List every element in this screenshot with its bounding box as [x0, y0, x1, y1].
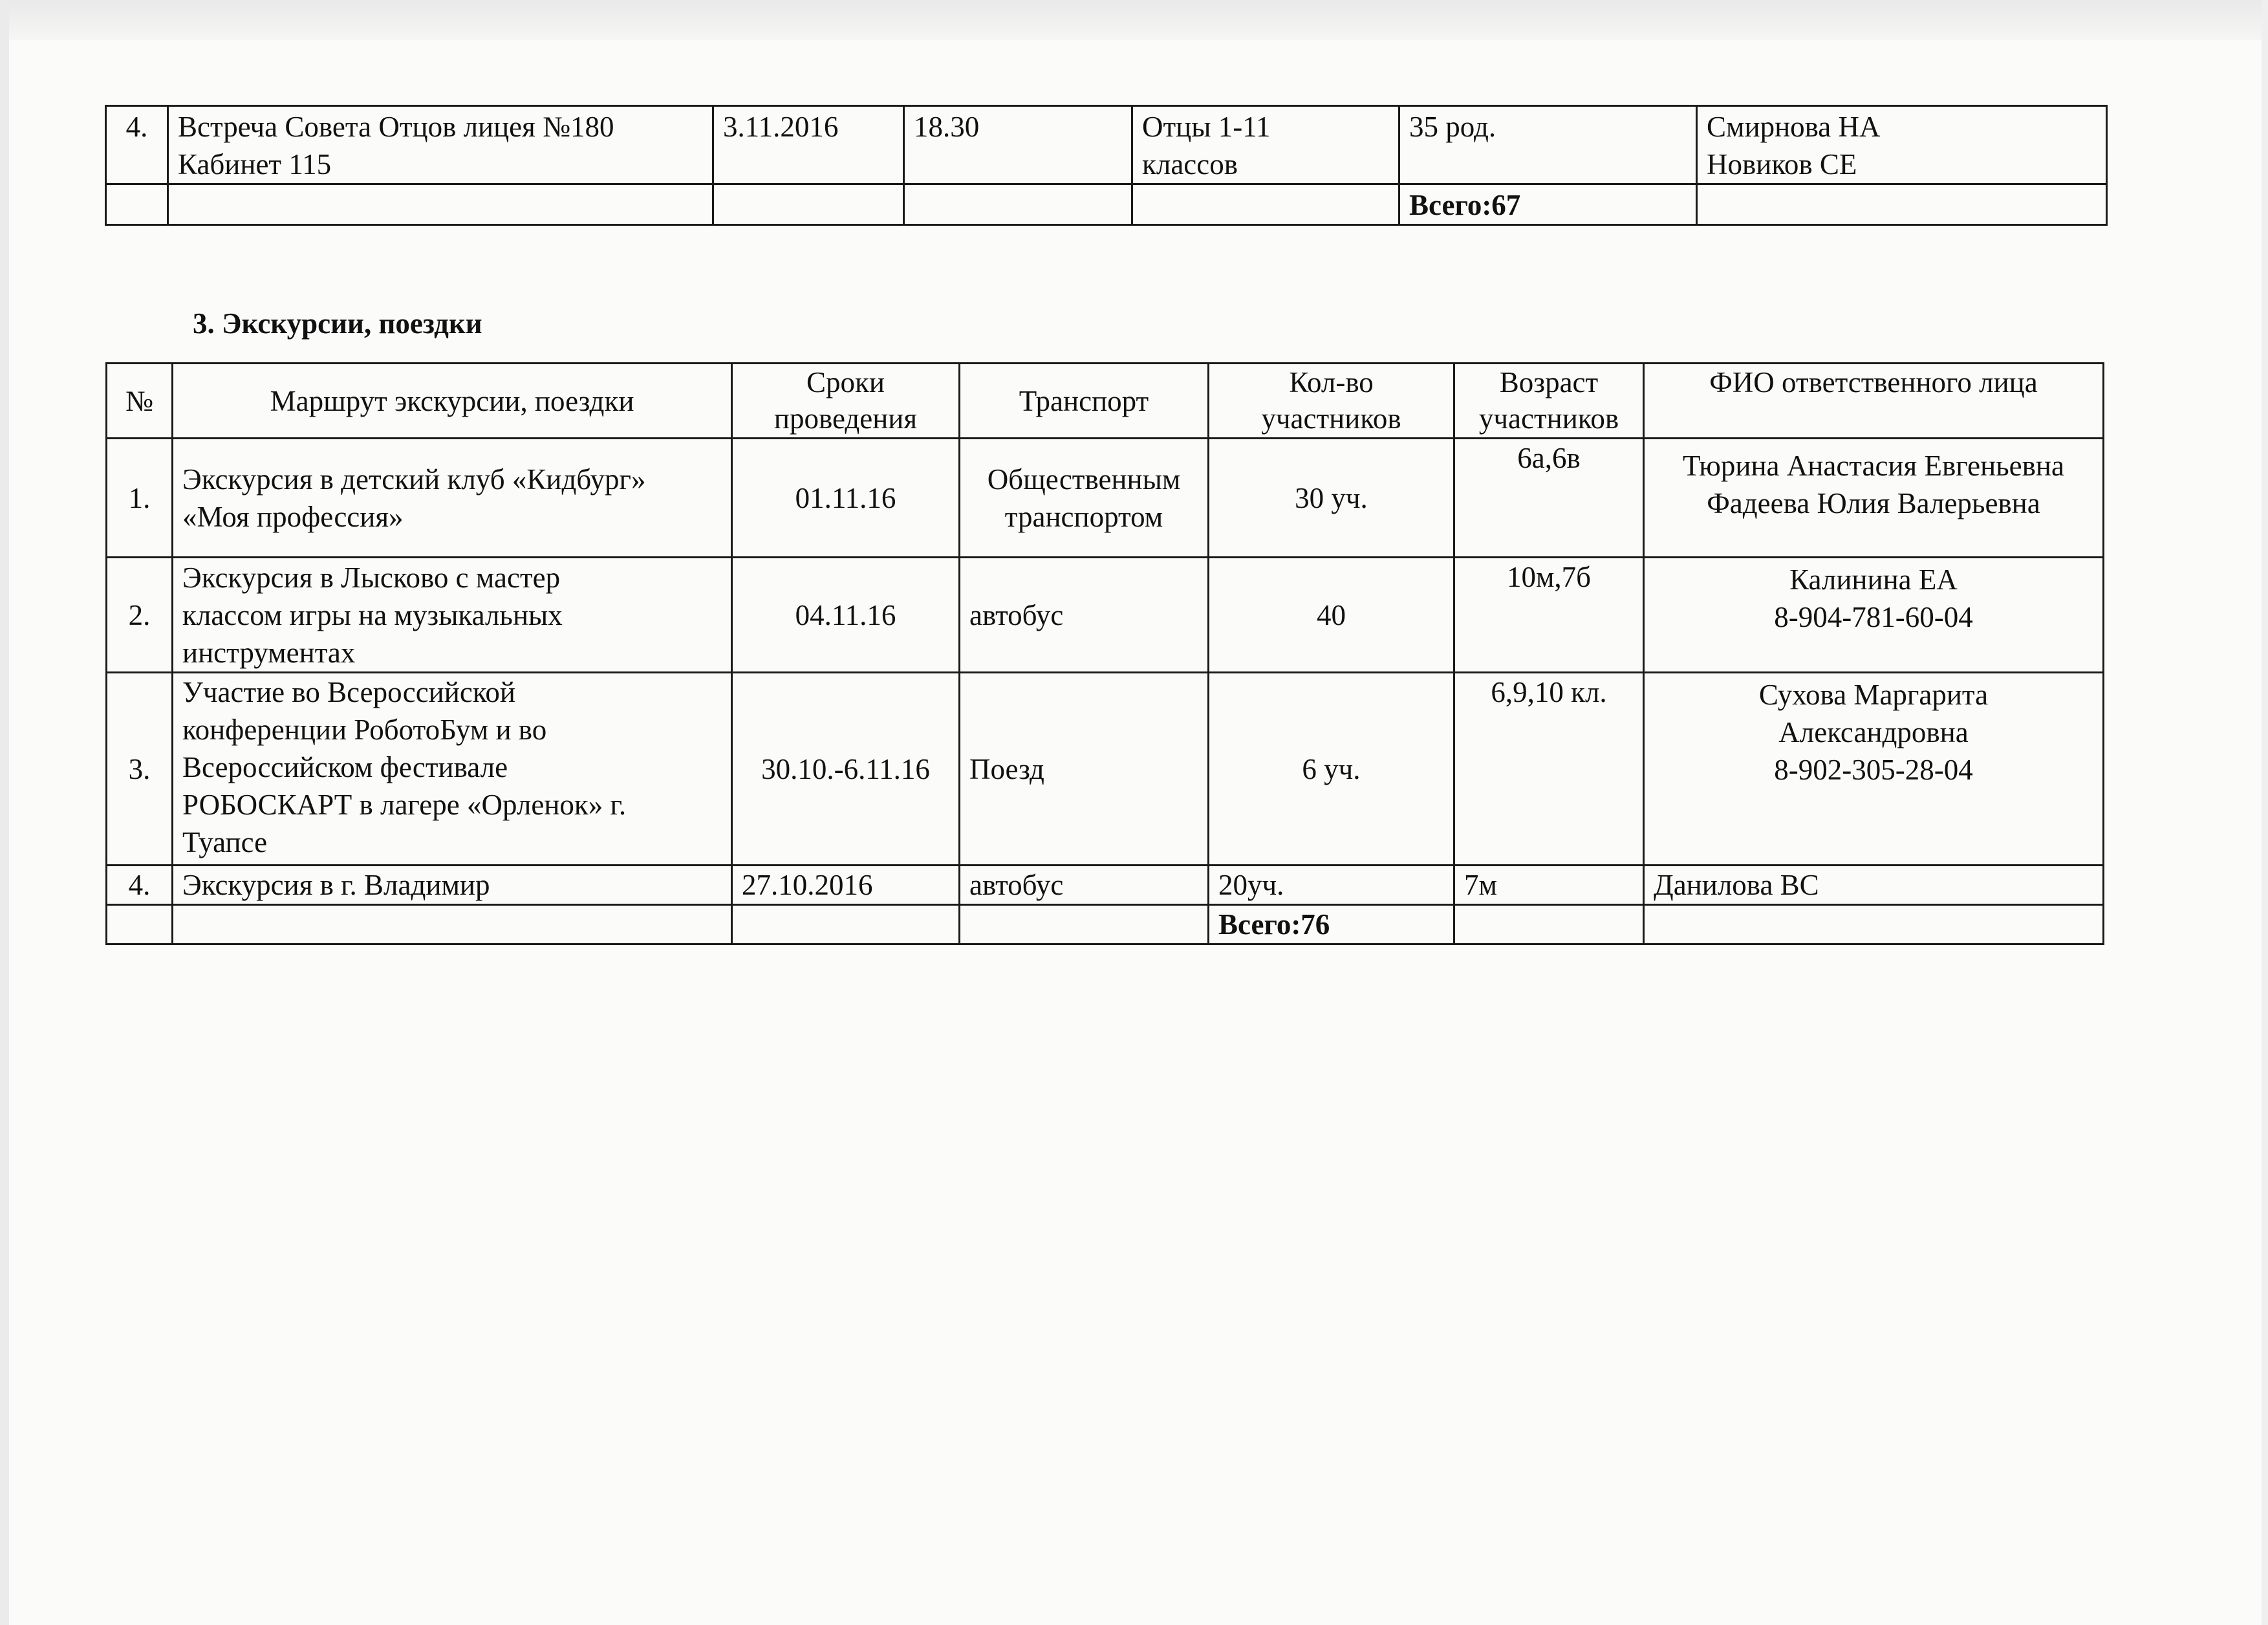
table-row [106, 106, 2107, 184]
scan-edge-top [0, 0, 2268, 40]
row-number: 4. [107, 866, 173, 905]
total-row [106, 184, 2107, 225]
age-cell: 10м,7б [1454, 558, 1644, 673]
age-cell: 7м [1454, 866, 1644, 905]
dates-cell: 27.10.2016 [732, 866, 960, 905]
header-age: Возраст участников [1454, 364, 1644, 439]
route-cell: Экскурсия в детский клуб «Кидбург» «Моя профессия» [173, 439, 732, 558]
table-row [107, 558, 2104, 673]
responsible-cell: Калинина ЕА 8-904-781-60-04 [1644, 558, 2104, 673]
header-route: Маршрут экскурсии, поездки [173, 364, 732, 439]
count-cell: 30 уч. [1209, 439, 1454, 558]
total-row [107, 905, 2104, 944]
responsible-cell: Тюрина Анастасия Евгеньевна Фадеева Юлия Валерьевна [1644, 439, 2104, 558]
total-cell: Всего:67 [1399, 184, 1697, 225]
responsible-cell: Сухова Маргарита Александровна 8-902-305-28-04 [1644, 673, 2104, 866]
route-cell: Участие во Всероссийской конференции РоботоБум и во Всероссийском фестивале РОБОСКАРТ в лагере «Орленок» г. Туапсе [173, 673, 732, 866]
route-cell: Экскурсия в Лысково с мастер классом игры на музыкальных инструментах [173, 558, 732, 673]
table-row [107, 866, 2104, 905]
dates-cell: 04.11.16 [732, 558, 960, 673]
transport-cell: автобус [960, 558, 1209, 673]
section-heading: 3. Экскурсии, поездки [193, 307, 482, 340]
table-row [107, 439, 2104, 558]
responsible-cell: Смирнова НА Новиков СЕ [1697, 106, 2107, 184]
route-cell: Экскурсия в г. Владимир [173, 866, 732, 905]
header-dates: Сроки проведения [732, 364, 960, 439]
time-cell: 18.30 [904, 106, 1132, 184]
age-cell: 6,9,10 кл. [1454, 673, 1644, 866]
responsible-cell: Данилова ВС [1644, 866, 2104, 905]
count-cell: 40 [1209, 558, 1454, 673]
header-responsible: ФИО ответственного лица [1644, 364, 2104, 439]
header-num: № [107, 364, 173, 439]
dates-cell: 01.11.16 [732, 439, 960, 558]
excursions-table [105, 362, 2104, 945]
scan-edge-right [2262, 0, 2268, 1625]
count-cell: 6 уч. [1209, 673, 1454, 866]
dates-cell: 30.10.-6.11.16 [732, 673, 960, 866]
date-cell: 3.11.2016 [713, 106, 904, 184]
scan-edge-left [0, 0, 9, 1625]
transport-cell: Поезд [960, 673, 1209, 866]
total-cell: Всего:76 [1209, 905, 1454, 944]
row-number: 2. [107, 558, 173, 673]
header-row [107, 364, 2104, 439]
events-table [105, 105, 2108, 226]
transport-cell: автобус [960, 866, 1209, 905]
row-number: 1. [107, 439, 173, 558]
count-cell: 20уч. [1209, 866, 1454, 905]
age-cell: 6а,6в [1454, 439, 1644, 558]
header-count: Кол-во участников [1209, 364, 1454, 439]
table-row [107, 673, 2104, 866]
participants-cell: Отцы 1-11 классов [1132, 106, 1399, 184]
row-number: 4. [106, 106, 168, 184]
count-cell: 35 род. [1399, 106, 1697, 184]
transport-cell: Общественным транспортом [960, 439, 1209, 558]
row-number: 3. [107, 673, 173, 866]
header-transport: Транспорт [960, 364, 1209, 439]
event-cell: Встреча Совета Отцов лицея №180 Кабинет 115 [168, 106, 713, 184]
